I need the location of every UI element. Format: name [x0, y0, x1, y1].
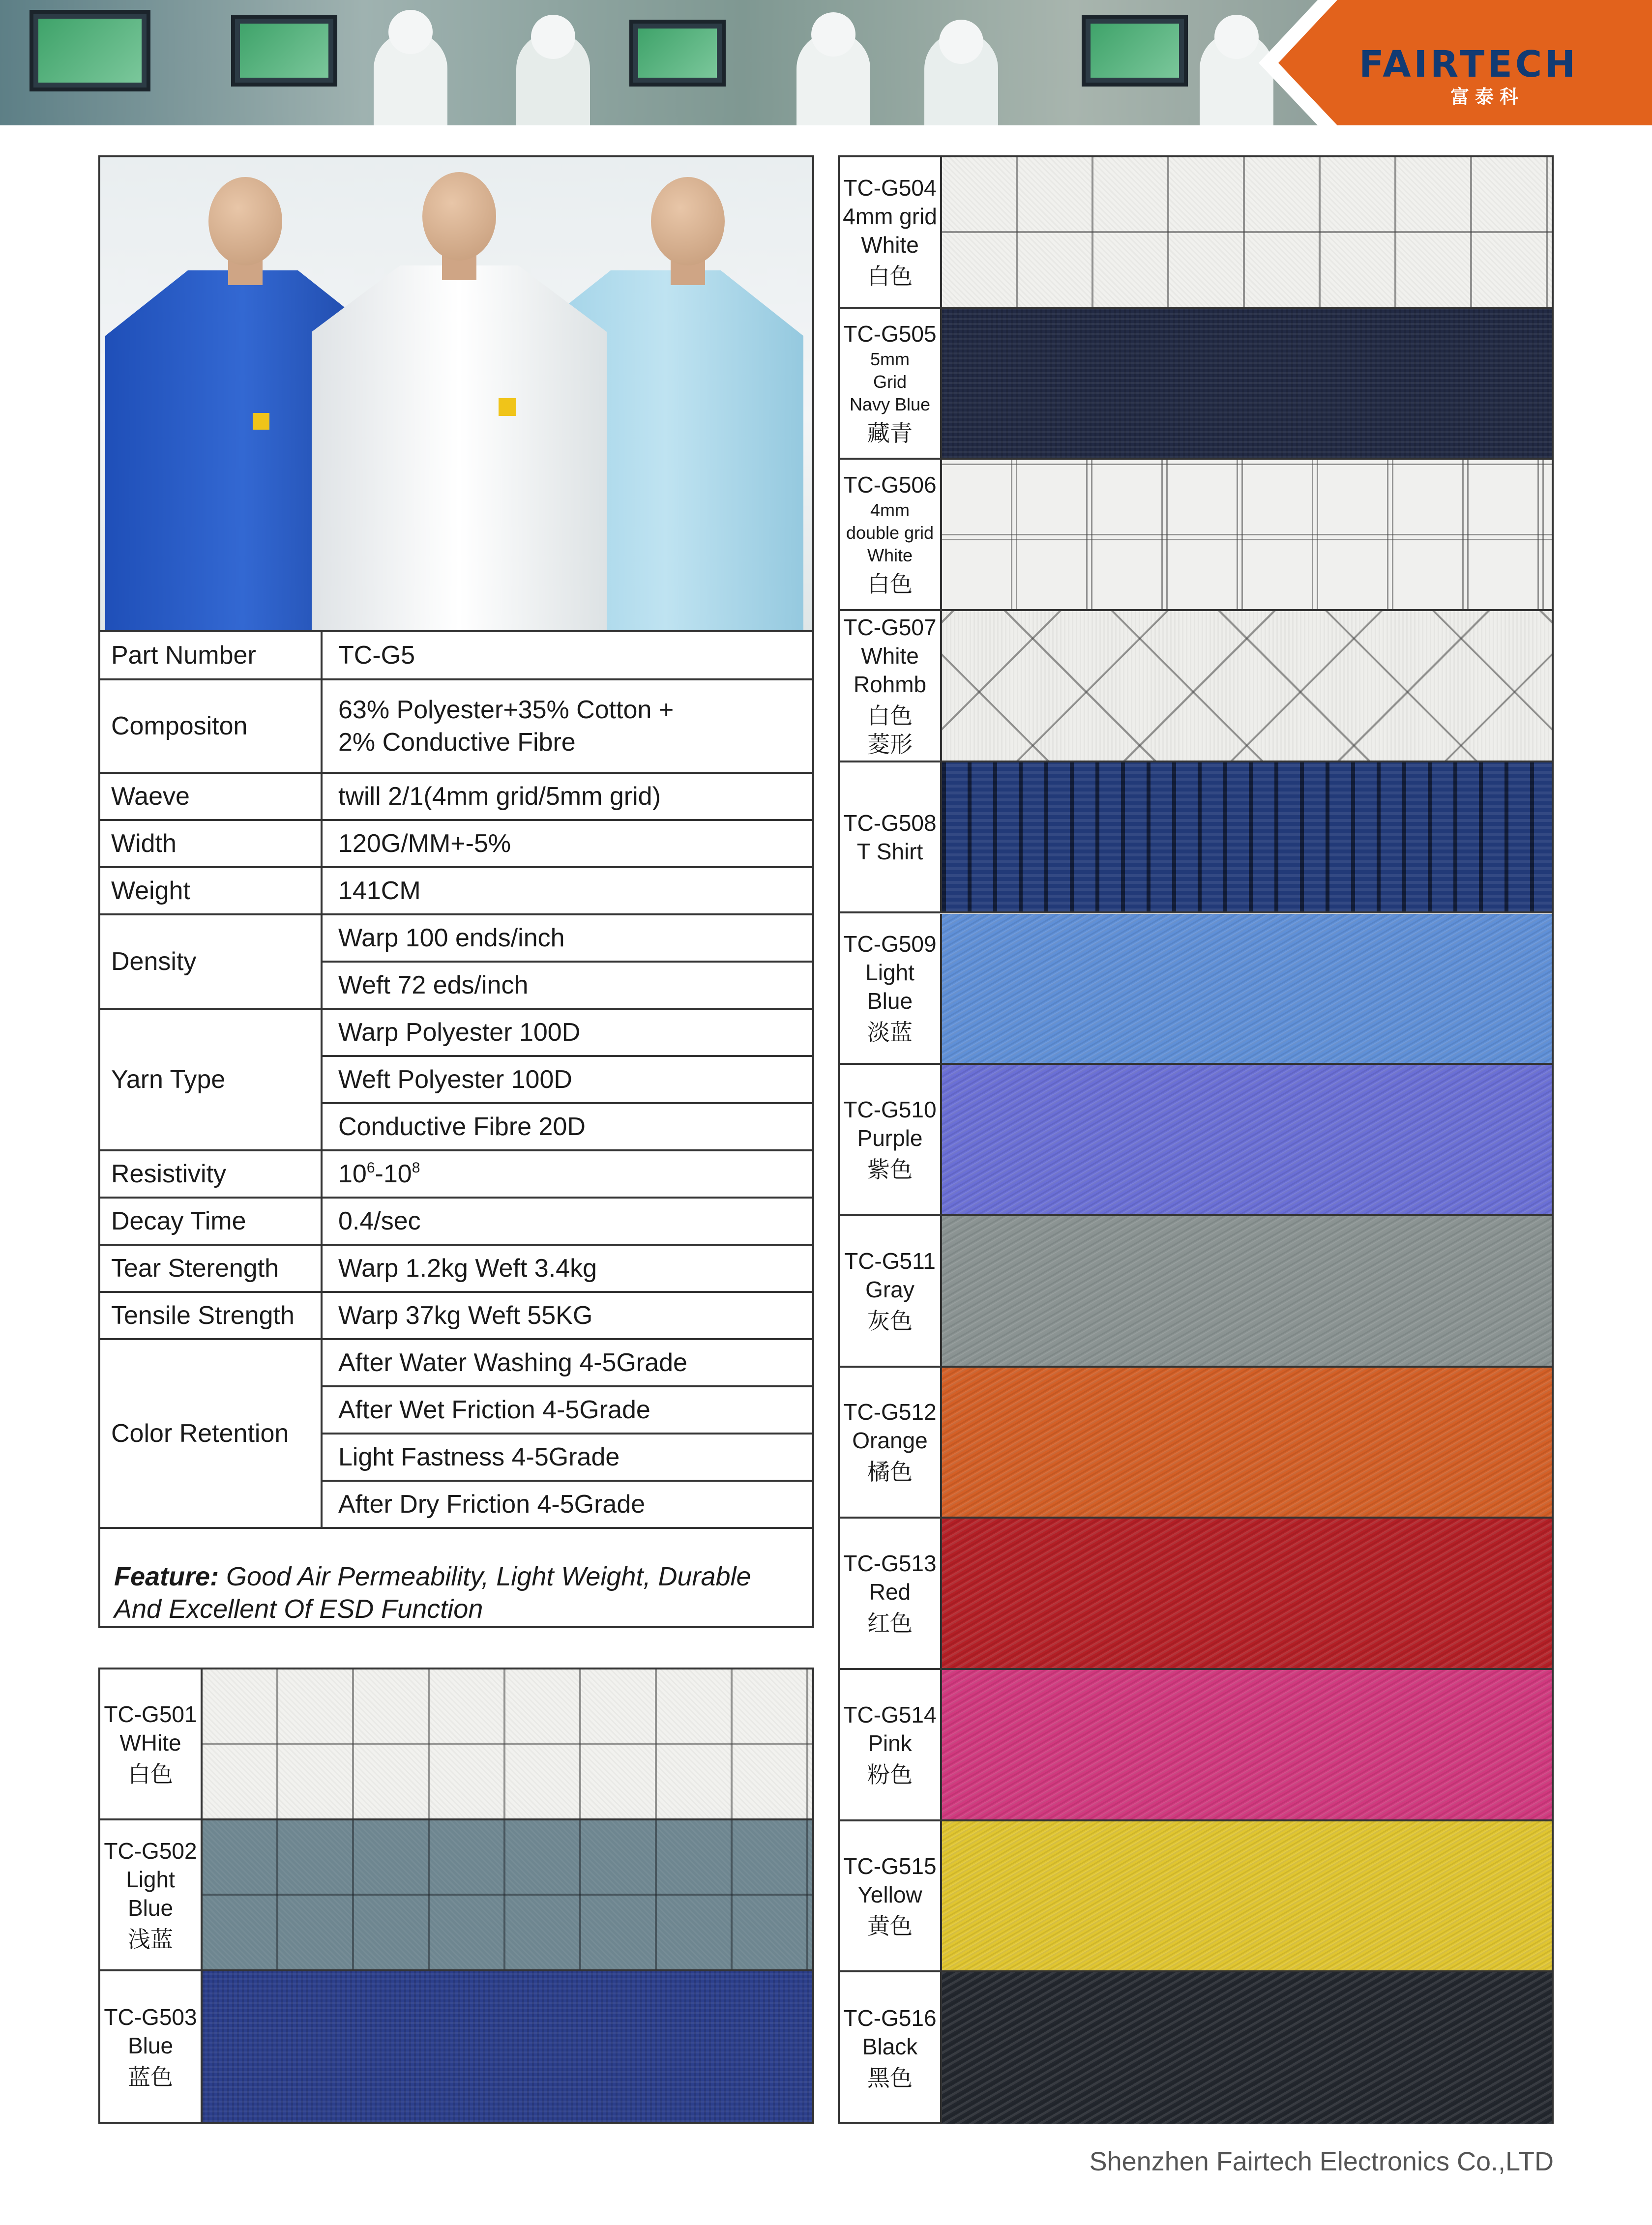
swatch-chinese-name: 黑色 [867, 2065, 913, 2092]
swatch-color-name: White [861, 643, 919, 669]
spec-row [100, 1339, 812, 1386]
swatch-chinese-name: 紫色 [867, 1156, 913, 1183]
swatch-code: TC-G503 [104, 2004, 197, 2030]
fabric-swatch [942, 1670, 1552, 1819]
swatch-chinese-name: 白色 [867, 702, 913, 729]
swatch-code: TC-G510 [843, 1097, 937, 1123]
fabric-swatch [203, 1669, 812, 1818]
fabric-swatch [942, 157, 1552, 307]
fabric-swatch [203, 1971, 812, 2122]
swatch-chinese-name: 灰色 [867, 1307, 913, 1334]
swatch-color-name: Orange [852, 1428, 928, 1454]
swatch-color-name: Rohmb [853, 671, 927, 697]
swatch-color-name: White [867, 545, 913, 566]
spec-card [98, 155, 814, 1628]
worker-head-3 [811, 12, 856, 57]
esd-badge-icon [499, 398, 516, 416]
swatch-chinese-name: 橘色 [867, 1459, 913, 1486]
feature-note [100, 1550, 812, 1628]
swatch-code: TC-G507 [843, 614, 937, 640]
spec-value [322, 679, 812, 773]
footer-company-name: Shenzhen Fairtech Electronics Co.,LTD [1089, 2147, 1554, 2176]
spec-row [100, 1292, 812, 1339]
resistivity-base: -10 [375, 1160, 412, 1188]
swatch-color-name: Grid [873, 371, 907, 392]
swatch-color-name: 5mm [870, 349, 910, 369]
swatch-code: TC-G511 [844, 1248, 936, 1274]
swatch-label [840, 914, 942, 1063]
spec-value: 141CM [322, 867, 812, 914]
spec-label: Compositon [100, 679, 322, 773]
swatch-color-name: Blue [127, 2032, 174, 2058]
spec-row [100, 773, 812, 820]
spec-value: After Dry Friction 4-5Grade [322, 1481, 812, 1528]
swatch-label [840, 1065, 942, 1214]
spec-table [100, 632, 812, 1529]
spec-label: Width [100, 820, 322, 867]
spec-row [100, 1009, 812, 1056]
swatch-chinese-name: 浅蓝 [128, 1926, 173, 1953]
swatch-label [840, 611, 942, 761]
swatch-color-name: Pink [868, 1730, 912, 1756]
spec-row [100, 820, 812, 867]
spec-label: Weight [100, 867, 322, 914]
swatch-color-name: Navy Blue [849, 394, 931, 414]
spec-value: Conductive Fibre 20D [322, 1103, 812, 1150]
spec-value: 120G/MM+-5% [322, 820, 812, 867]
swatch-label [840, 1670, 942, 1819]
swatch-label [840, 460, 942, 609]
fabric-swatch [942, 1821, 1552, 1971]
swatch-code: TC-G502 [104, 1838, 197, 1864]
spec-label: Decay Time [100, 1198, 322, 1245]
swatch-color-name: T Shirt [856, 838, 923, 864]
brand-chinese-name: 富泰科 [1450, 86, 1524, 108]
swatch-color-name: Red [869, 1579, 911, 1605]
spec-value: After Wet Friction 4-5Grade [322, 1386, 812, 1434]
swatch-label [100, 1820, 203, 1969]
swatch-chinese-name-2: 菱形 [867, 731, 913, 758]
swatch-code: TC-G512 [843, 1399, 937, 1425]
swatch-color-name: Purple [857, 1125, 923, 1151]
resistivity-base: 10 [338, 1160, 367, 1188]
spec-label: Color Retention [100, 1339, 322, 1528]
resistivity-exponent: 8 [412, 1160, 420, 1176]
swatch-code: TC-G509 [843, 931, 937, 957]
spec-row [100, 1198, 812, 1245]
worker-head-2 [531, 15, 575, 59]
swatch-chinese-name: 淡蓝 [867, 1019, 913, 1046]
swatch-row [840, 460, 1552, 611]
spec-value: Weft Polyester 100D [322, 1056, 812, 1103]
swatch-row [840, 1972, 1552, 2124]
product-photo [100, 157, 812, 632]
fabric-swatch [942, 762, 1552, 912]
header-banner [0, 0, 1652, 125]
mannequin-head [208, 177, 282, 265]
esd-badge-icon [253, 413, 269, 430]
worker-head-4 [939, 20, 983, 64]
spec-value: After Water Washing 4-5Grade [322, 1339, 812, 1386]
fabric-swatch [942, 1368, 1552, 1517]
swatch-code: TC-G515 [843, 1853, 937, 1879]
swatch-color-name: 4mm grid [843, 203, 937, 229]
brand-name: FAIRTECH [1359, 43, 1578, 86]
spec-value [322, 1150, 812, 1198]
spec-value: Warp 1.2kg Weft 3.4kg [322, 1245, 812, 1292]
spec-value-line: 63% Polyester+35% Cotton + [338, 696, 674, 724]
swatch-label [840, 1519, 942, 1668]
spec-value: Weft 72 eds/inch [322, 962, 812, 1009]
swatch-color-name: WHite [119, 1729, 181, 1756]
swatch-label [840, 762, 942, 912]
swatch-code: TC-G504 [843, 175, 937, 201]
swatch-color-name: Blue [867, 988, 913, 1014]
swatch-label [840, 309, 942, 458]
fabric-swatch [203, 1820, 812, 1969]
spec-label: Density [100, 914, 322, 1009]
fabric-swatch [942, 914, 1552, 1063]
swatch-code: TC-G501 [104, 1701, 197, 1727]
spec-row [100, 632, 812, 679]
monitor-1 [30, 10, 150, 91]
swatch-chinese-name: 白色 [867, 263, 913, 290]
white-coat [312, 265, 607, 632]
spec-row [100, 1150, 812, 1198]
swatch-row [840, 1216, 1552, 1368]
monitor-3 [629, 20, 726, 87]
swatch-chinese-name: 蓝色 [128, 2063, 173, 2090]
spec-row [100, 914, 812, 962]
swatch-color-name: double grid [846, 523, 934, 543]
spec-value: Warp 100 ends/inch [322, 914, 812, 962]
swatch-row [840, 1519, 1552, 1670]
swatch-chinese-name: 红色 [867, 1610, 913, 1637]
swatch-color-name: 4mm [870, 500, 910, 521]
swatch-row [840, 611, 1552, 762]
spec-label: Tear Sterength [100, 1245, 322, 1292]
swatch-color-name: Light [865, 960, 914, 986]
swatch-row [100, 1820, 812, 1971]
swatch-table-left [98, 1668, 814, 2124]
swatch-label [840, 1821, 942, 1971]
swatch-chinese-name: 白色 [128, 1760, 173, 1787]
spec-value: twill 2/1(4mm grid/5mm grid) [322, 773, 812, 820]
spec-value: 0.4/sec [322, 1198, 812, 1245]
spec-value-line: 2% Conductive Fibre [338, 728, 576, 757]
feature-text-line2: And Excellent Of ESD Function [114, 1594, 483, 1624]
worker-head-5 [1214, 15, 1259, 59]
swatch-color-name: Yellow [857, 1881, 922, 1907]
swatch-row [100, 1669, 812, 1820]
spec-label: Waeve [100, 773, 322, 820]
swatch-row [840, 1065, 1552, 1216]
swatch-chinese-name: 藏青 [867, 419, 913, 446]
fabric-swatch [942, 611, 1552, 761]
spec-label: Tensile Strength [100, 1292, 322, 1339]
swatch-color-name: Gray [865, 1276, 914, 1302]
swatch-code: TC-G513 [843, 1551, 937, 1577]
feature-text-line1: Good Air Permeability, Light Weight, Durable [219, 1562, 751, 1591]
mannequin-head [422, 172, 496, 261]
swatch-row [840, 1368, 1552, 1519]
spec-row [100, 1245, 812, 1292]
spec-label: Resistivity [100, 1150, 322, 1198]
monitor-2 [231, 15, 337, 87]
fabric-swatch [942, 309, 1552, 458]
swatch-chinese-name: 黄色 [867, 1912, 913, 1939]
fabric-swatch [942, 1065, 1552, 1214]
swatch-row [840, 1821, 1552, 1973]
mannequin-head [651, 177, 725, 265]
fabric-swatch [942, 1216, 1552, 1366]
fabric-swatch [942, 1972, 1552, 2124]
swatch-label [840, 1972, 942, 2124]
swatch-color-name: Light [126, 1866, 175, 1892]
swatch-label [840, 157, 942, 307]
swatch-code: TC-G514 [843, 1701, 937, 1727]
monitor-4 [1082, 15, 1188, 87]
swatch-chinese-name: 粉色 [867, 1761, 913, 1788]
spec-label: Part Number [100, 632, 322, 679]
swatch-label [100, 1971, 203, 2122]
swatch-color-name: Blue [127, 1895, 174, 1921]
worker-head-1 [388, 10, 433, 54]
swatch-chinese-name: 白色 [867, 571, 913, 598]
fabric-swatch [942, 1519, 1552, 1668]
feature-label: Feature: [114, 1562, 219, 1591]
spec-row [100, 679, 812, 773]
swatch-row [840, 762, 1552, 914]
swatch-color-name: Black [862, 2034, 918, 2060]
swatch-code: TC-G508 [843, 810, 937, 836]
swatch-table-right [838, 155, 1554, 2124]
spec-row [100, 867, 812, 914]
resistivity-exponent: 6 [366, 1160, 375, 1176]
swatch-row [840, 914, 1552, 1065]
swatch-label [840, 1216, 942, 1366]
swatch-color-name: White [861, 232, 919, 258]
swatch-row [840, 1670, 1552, 1821]
spec-value: Warp 37kg Weft 55KG [322, 1292, 812, 1339]
spec-value: TC-G5 [322, 632, 812, 679]
spec-value: Light Fastness 4-5Grade [322, 1434, 812, 1481]
swatch-row [840, 309, 1552, 460]
swatch-code: TC-G505 [843, 321, 937, 347]
swatch-code: TC-G506 [843, 472, 937, 498]
swatch-row [100, 1971, 812, 2122]
swatch-row [840, 157, 1552, 309]
fabric-swatch [942, 460, 1552, 609]
swatch-code: TC-G516 [843, 2005, 937, 2031]
spec-value: Warp Polyester 100D [322, 1009, 812, 1056]
swatch-label [840, 1368, 942, 1517]
swatch-label [100, 1669, 203, 1818]
spec-label: Yarn Type [100, 1009, 322, 1150]
